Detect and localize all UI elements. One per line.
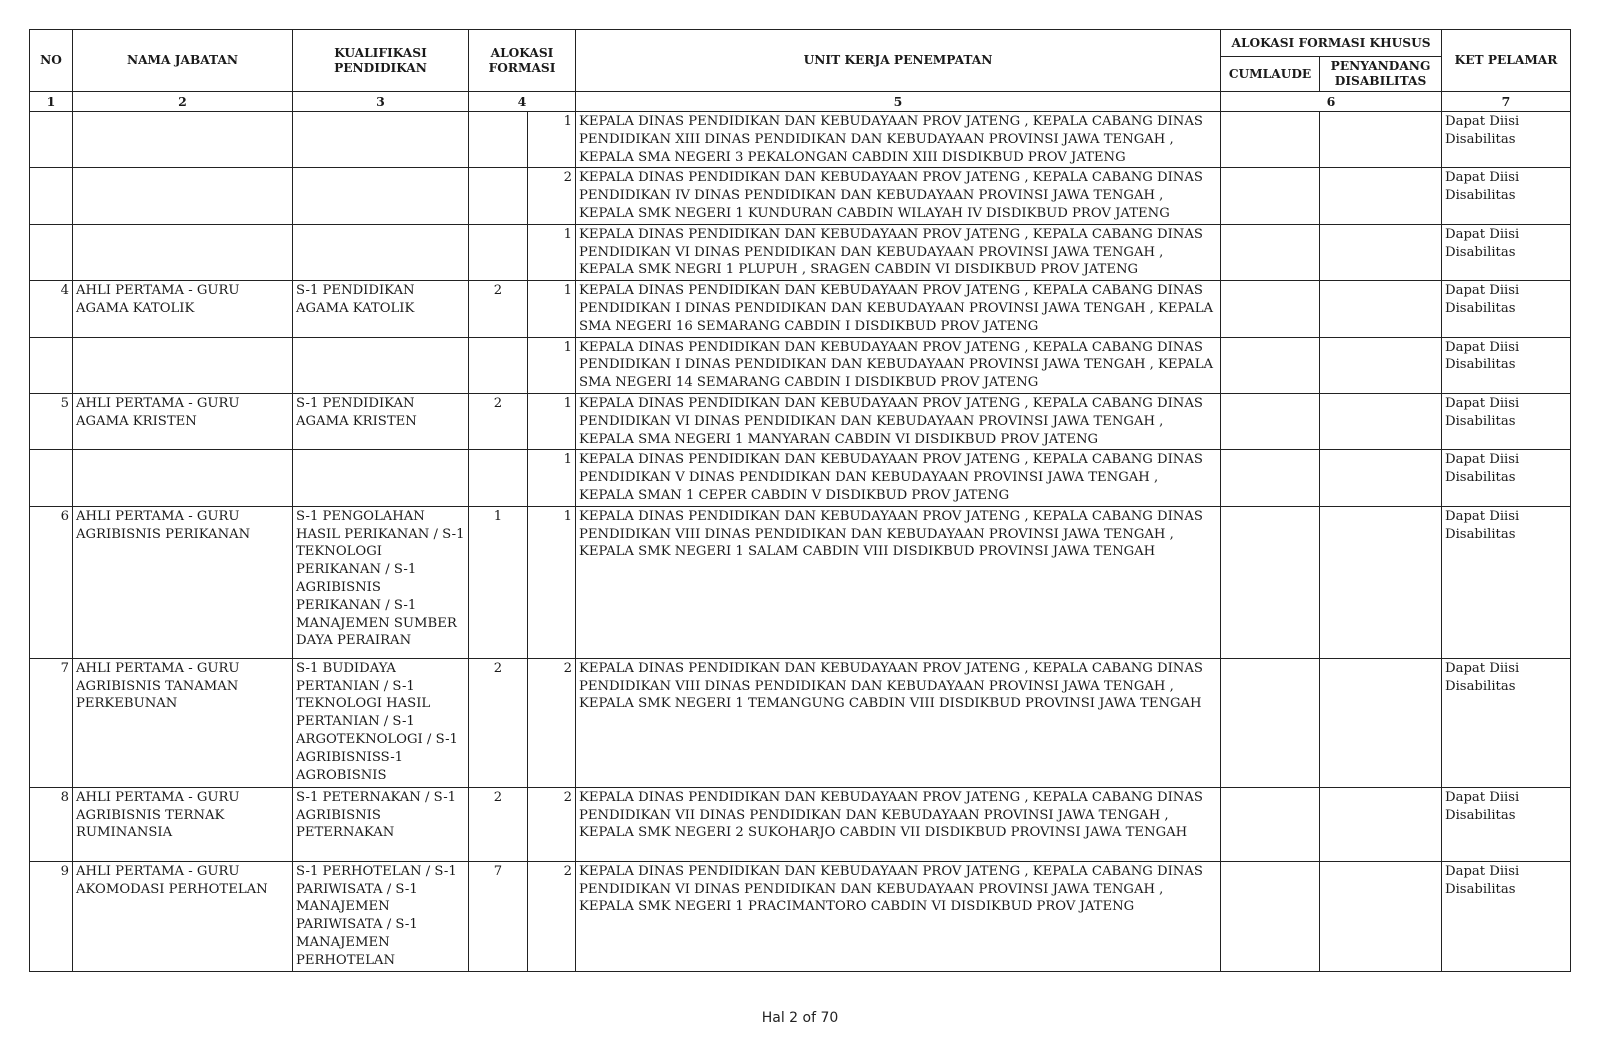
cell-alokasi — [469, 450, 528, 506]
table-row — [30, 112, 1571, 168]
cell-unit-kerja: KEPALA DINAS PENDIDIKAN DAN KEBUDAYAAN PROV JATENG , KEPALA CABANG DINAS PENDIDIKAN V DINAS PENDIDIKAN DAN KEBUDAYAAN PROVINSI JAWA TENGAH , KEPALA SMAN 1 CEPER CABDIN V DISDIKBUD PROV JATENG — [576, 450, 1221, 506]
cell-no: 8 — [30, 787, 73, 861]
header-ket: KET PELAMAR — [1442, 30, 1571, 92]
column-number: 1 — [30, 92, 73, 112]
cell-ket: Dapat Diisi Disabilitas — [1442, 787, 1571, 861]
cell-kualifikasi: S-1 PENGOLAHAN HASIL PERIKANAN / S-1 TEKNOLOGI PERIKANAN / S-1 AGRIBISNIS PERIKANAN / S-1 MANAJEMEN SUMBER DAYA PERAIRAN — [293, 506, 469, 658]
cell-jabatan — [73, 224, 293, 280]
cell-cumlaude — [1221, 281, 1320, 337]
cell-ket: Dapat Diisi Disabilitas — [1442, 393, 1571, 449]
cell-unit-kerja: KEPALA DINAS PENDIDIKAN DAN KEBUDAYAAN PROV JATENG , KEPALA CABANG DINAS PENDIDIKAN VI DINAS PENDIDIKAN DAN KEBUDAYAAN PROVINSI JAWA TENGAH , KEPALA SMK NEGERI 1 PRACIMANTORO CABDIN VI DISDIKBUD PROV JATENG — [576, 861, 1221, 971]
cell-ket: Dapat Diisi Disabilitas — [1442, 224, 1571, 280]
cell-cumlaude — [1221, 393, 1320, 449]
cell-kualifikasi — [293, 112, 469, 168]
cell-kualifikasi: S-1 PENDIDIKAN AGAMA KRISTEN — [293, 393, 469, 449]
cell-ket: Dapat Diisi Disabilitas — [1442, 168, 1571, 224]
cell-alokasi — [469, 112, 528, 168]
cell-no: 9 — [30, 861, 73, 971]
cell-jumlah: 1 — [528, 281, 576, 337]
cell-ket: Dapat Diisi Disabilitas — [1442, 861, 1571, 971]
table-row — [30, 861, 1571, 971]
cell-kualifikasi: S-1 PERHOTELAN / S-1 PARIWISATA / S-1 MANAJEMEN PARIWISATA / S-1 MANAJEMEN PERHOTELAN — [293, 861, 469, 971]
cell-disabilitas — [1320, 393, 1442, 449]
cell-disabilitas — [1320, 168, 1442, 224]
cell-disabilitas — [1320, 658, 1442, 787]
table-row — [30, 337, 1571, 393]
table-row — [30, 224, 1571, 280]
cell-disabilitas — [1320, 281, 1442, 337]
cell-alokasi: 7 — [469, 861, 528, 971]
cell-no — [30, 112, 73, 168]
cell-disabilitas — [1320, 337, 1442, 393]
cell-disabilitas — [1320, 450, 1442, 506]
header-no: NO — [30, 30, 73, 92]
table-row — [30, 787, 1571, 861]
cell-kualifikasi — [293, 224, 469, 280]
cell-no: 7 — [30, 658, 73, 787]
table-row — [30, 658, 1571, 787]
cell-no — [30, 450, 73, 506]
cell-cumlaude — [1221, 224, 1320, 280]
cell-cumlaude — [1221, 787, 1320, 861]
header-kualifikasi: KUALIFIKASI PENDIDIKAN — [293, 30, 469, 92]
cell-alokasi: 1 — [469, 506, 528, 658]
cell-ket: Dapat Diisi Disabilitas — [1442, 506, 1571, 658]
formation-table — [29, 29, 1571, 972]
cell-no: 4 — [30, 281, 73, 337]
cell-jumlah: 2 — [528, 658, 576, 787]
cell-disabilitas — [1320, 787, 1442, 861]
cell-jabatan: AHLI PERTAMA - GURU AGRIBISNIS PERIKANAN — [73, 506, 293, 658]
cell-unit-kerja: KEPALA DINAS PENDIDIKAN DAN KEBUDAYAAN PROV JATENG , KEPALA CABANG DINAS PENDIDIKAN VIII DINAS PENDIDIKAN DAN KEBUDAYAAN PROVINSI JAWA TENGAH , KEPALA SMK NEGERI 1 SALAM CABDIN VIII DISDIKBUD PROVINSI JAWA TENGAH — [576, 506, 1221, 658]
cell-alokasi: 2 — [469, 658, 528, 787]
cell-jumlah: 2 — [528, 861, 576, 971]
cell-jabatan: AHLI PERTAMA - GURU AGAMA KATOLIK — [73, 281, 293, 337]
cell-no — [30, 168, 73, 224]
cell-jumlah: 1 — [528, 393, 576, 449]
cell-jabatan — [73, 168, 293, 224]
cell-jumlah: 1 — [528, 450, 576, 506]
cell-jumlah: 2 — [528, 787, 576, 861]
cell-alokasi — [469, 224, 528, 280]
cell-jabatan — [73, 337, 293, 393]
header-unit-kerja: UNIT KERJA PENEMPATAN — [576, 30, 1221, 92]
column-number: 2 — [73, 92, 293, 112]
cell-disabilitas — [1320, 224, 1442, 280]
cell-cumlaude — [1221, 168, 1320, 224]
column-number: 4 — [469, 92, 576, 112]
cell-ket: Dapat Diisi Disabilitas — [1442, 337, 1571, 393]
cell-jumlah: 1 — [528, 224, 576, 280]
cell-jumlah: 1 — [528, 112, 576, 168]
cell-unit-kerja: KEPALA DINAS PENDIDIKAN DAN KEBUDAYAAN PROV JATENG , KEPALA CABANG DINAS PENDIDIKAN VI DINAS PENDIDIKAN DAN KEBUDAYAAN PROVINSI JAWA TENGAH , KEPALA SMK NEGRI 1 PLUPUH , SRAGEN CABDIN VI DISDIKBUD PROV JATENG — [576, 224, 1221, 280]
table-row — [30, 168, 1571, 224]
cell-alokasi — [469, 168, 528, 224]
cell-kualifikasi: S-1 PENDIDIKAN AGAMA KATOLIK — [293, 281, 469, 337]
cell-ket: Dapat Diisi Disabilitas — [1442, 112, 1571, 168]
header-cumlaude: CUMLAUDE — [1221, 57, 1320, 92]
cell-alokasi: 2 — [469, 787, 528, 861]
cell-unit-kerja: KEPALA DINAS PENDIDIKAN DAN KEBUDAYAAN PROV JATENG , KEPALA CABANG DINAS PENDIDIKAN XIII DINAS PENDIDIKAN DAN KEBUDAYAAN PROVINSI JAWA TENGAH , KEPALA SMA NEGERI 3 PEKALONGAN CABDIN XIII DISDIKBUD PROV JATENG — [576, 112, 1221, 168]
cell-cumlaude — [1221, 861, 1320, 971]
cell-disabilitas — [1320, 506, 1442, 658]
cell-unit-kerja: KEPALA DINAS PENDIDIKAN DAN KEBUDAYAAN PROV JATENG , KEPALA CABANG DINAS PENDIDIKAN I DINAS PENDIDIKAN DAN KEBUDAYAAN PROVINSI JAWA TENGAH , KEPALA SMA NEGERI 16 SEMARANG CABDIN I DISDIKBUD PROV JATENG — [576, 281, 1221, 337]
header-penyandang: PENYANDANG DISABILITAS — [1320, 57, 1442, 92]
cell-jabatan: AHLI PERTAMA - GURU AGRIBISNIS TERNAK RUMINANSIA — [73, 787, 293, 861]
cell-jabatan: AHLI PERTAMA - GURU AGRIBISNIS TANAMAN PERKEBUNAN — [73, 658, 293, 787]
cell-no — [30, 224, 73, 280]
cell-kualifikasi — [293, 450, 469, 506]
column-number: 3 — [293, 92, 469, 112]
cell-unit-kerja: KEPALA DINAS PENDIDIKAN DAN KEBUDAYAAN PROV JATENG , KEPALA CABANG DINAS PENDIDIKAN I DINAS PENDIDIKAN DAN KEBUDAYAAN PROVINSI JAWA TENGAH , KEPALA SMA NEGERI 14 SEMARANG CABDIN I DISDIKBUD PROV JATENG — [576, 337, 1221, 393]
column-number: 7 — [1442, 92, 1571, 112]
cell-disabilitas — [1320, 112, 1442, 168]
cell-kualifikasi: S-1 BUDIDAYA PERTANIAN / S-1 TEKNOLOGI HASIL PERTANIAN / S-1 ARGOTEKNOLOGI / S-1 AGRIBISNISS-1 AGROBISNIS — [293, 658, 469, 787]
cell-cumlaude — [1221, 337, 1320, 393]
cell-jabatan: AHLI PERTAMA - GURU AKOMODASI PERHOTELAN — [73, 861, 293, 971]
cell-jumlah: 2 — [528, 168, 576, 224]
cell-no: 5 — [30, 393, 73, 449]
cell-alokasi: 2 — [469, 281, 528, 337]
header-alokasi: ALOKASI FORMASI — [469, 30, 576, 92]
cell-unit-kerja: KEPALA DINAS PENDIDIKAN DAN KEBUDAYAAN PROV JATENG , KEPALA CABANG DINAS PENDIDIKAN IV DINAS PENDIDIKAN DAN KEBUDAYAAN PROVINSI JAWA TENGAH , KEPALA SMK NEGERI 1 KUNDURAN CABDIN WILAYAH IV DISDIKBUD PROV JATENG — [576, 168, 1221, 224]
table-row — [30, 506, 1571, 658]
cell-disabilitas — [1320, 861, 1442, 971]
header-alokasi-khusus: ALOKASI FORMASI KHUSUS — [1221, 30, 1442, 57]
cell-no — [30, 337, 73, 393]
table-row — [30, 450, 1571, 506]
cell-jumlah: 1 — [528, 506, 576, 658]
cell-ket: Dapat Diisi Disabilitas — [1442, 658, 1571, 787]
cell-kualifikasi — [293, 168, 469, 224]
cell-alokasi: 2 — [469, 393, 528, 449]
cell-unit-kerja: KEPALA DINAS PENDIDIKAN DAN KEBUDAYAAN PROV JATENG , KEPALA CABANG DINAS PENDIDIKAN VII DINAS PENDIDIKAN DAN KEBUDAYAAN PROVINSI JAWA TENGAH , KEPALA SMK NEGERI 2 SUKOHARJO CABDIN VII DISDIKBUD PROVINSI JAWA TENGAH — [576, 787, 1221, 861]
column-number: 5 — [576, 92, 1221, 112]
cell-cumlaude — [1221, 658, 1320, 787]
page-number: Hal 2 of 70 — [761, 1010, 839, 1026]
cell-unit-kerja: KEPALA DINAS PENDIDIKAN DAN KEBUDAYAAN PROV JATENG , KEPALA CABANG DINAS PENDIDIKAN VIII DINAS PENDIDIKAN DAN KEBUDAYAAN PROVINSI JAWA TENGAH , KEPALA SMK NEGERI 1 TEMANGUNG CABDIN VIII DISDIKBUD PROVINSI JAWA TENGAH — [576, 658, 1221, 787]
cell-no: 6 — [30, 506, 73, 658]
cell-cumlaude — [1221, 112, 1320, 168]
header-nama-jabatan: NAMA JABATAN — [73, 30, 293, 92]
cell-cumlaude — [1221, 506, 1320, 658]
table-row — [30, 281, 1571, 337]
cell-ket: Dapat Diisi Disabilitas — [1442, 281, 1571, 337]
column-number: 6 — [1221, 92, 1442, 112]
cell-jabatan — [73, 112, 293, 168]
cell-cumlaude — [1221, 450, 1320, 506]
cell-jumlah: 1 — [528, 337, 576, 393]
cell-jabatan: AHLI PERTAMA - GURU AGAMA KRISTEN — [73, 393, 293, 449]
cell-unit-kerja: KEPALA DINAS PENDIDIKAN DAN KEBUDAYAAN PROV JATENG , KEPALA CABANG DINAS PENDIDIKAN VI DINAS PENDIDIKAN DAN KEBUDAYAAN PROVINSI JAWA TENGAH , KEPALA SMA NEGERI 1 MANYARAN CABDIN VI DISDIKBUD PROV JATENG — [576, 393, 1221, 449]
cell-kualifikasi — [293, 337, 469, 393]
table-row — [30, 393, 1571, 449]
cell-ket: Dapat Diisi Disabilitas — [1442, 450, 1571, 506]
cell-jabatan — [73, 450, 293, 506]
cell-alokasi — [469, 337, 528, 393]
cell-kualifikasi: S-1 PETERNAKAN / S-1 AGRIBISNIS PETERNAKAN — [293, 787, 469, 861]
